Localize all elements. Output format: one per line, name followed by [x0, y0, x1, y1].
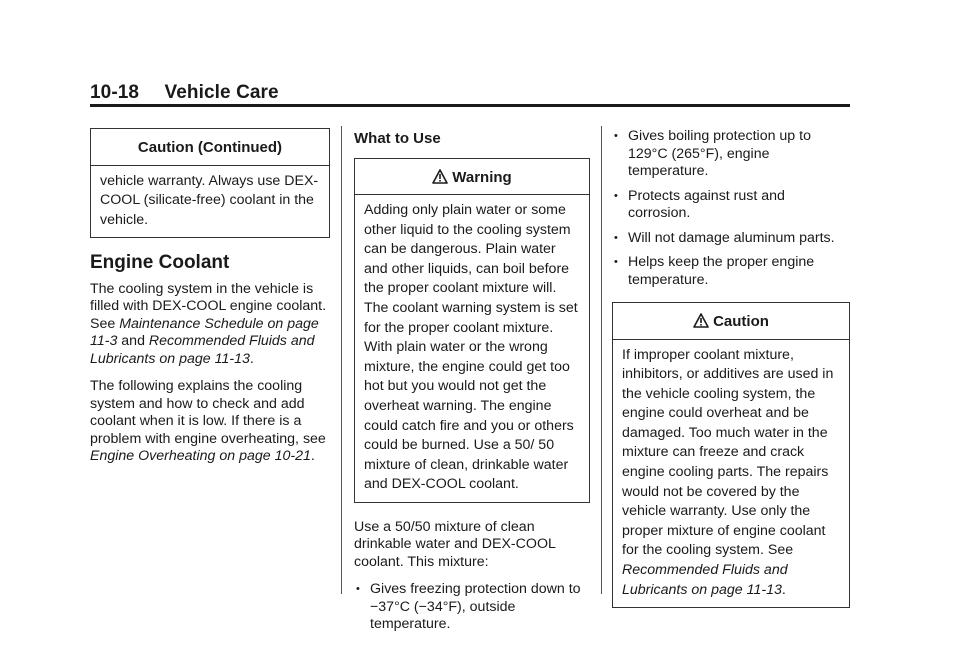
- warning-title-row: [355, 159, 589, 196]
- warning-triangle-icon: [693, 313, 709, 328]
- recommended-fluids-link[interactable]: Recommended Fluids and Lubricants on page 11-13: [90, 333, 315, 367]
- column-2: [354, 128, 590, 641]
- caution-title: Caution: [713, 313, 769, 330]
- bullet-icon: •: [614, 256, 618, 268]
- intro-paragraph: The cooling system in the vehicle is filled with DEX-COOL engine coolant. See Maintenance Schedule on page 11-3 and Recommended Fluids and Lubricants on page 11-13.: [90, 280, 327, 367]
- header-rule: [90, 104, 850, 107]
- warning-title: Warning: [452, 168, 512, 186]
- maintenance-schedule-link[interactable]: Maintenance Schedule on page 11-3: [90, 315, 319, 350]
- list-item: • Gives freezing protection down to −37°C (−34°F), outside temperature.: [356, 581, 581, 633]
- caution-continued-body: vehicle warranty. Always use DEX-COOL (silicate-free) coolant in the vehicle.: [100, 172, 319, 228]
- col3-bullet-list: [612, 128, 850, 289]
- bullet-icon: •: [356, 583, 360, 596]
- column-1: [90, 128, 330, 476]
- recommended-fluids-link-2[interactable]: Recommended Fluids and Lubricants on page 11-13: [622, 562, 788, 598]
- section-title: Vehicle Care: [164, 82, 279, 103]
- what-to-use-heading: What to Use: [354, 130, 441, 147]
- bullet-icon: •: [614, 130, 618, 142]
- col2-bullet-list: [354, 581, 590, 634]
- mixture-intro: Use a 50/50 mixture of clean drinkable water and DEX-COOL coolant. This mixture:: [354, 518, 556, 570]
- bullet-icon: •: [614, 189, 618, 202]
- warning-body: Adding only plain water or some other liquid to the cooling system can be dangerous. Plain water and other liquids, can boil before the proper coolant mixture will. The coolant warning system is set for the proper coolant mixture. With plain water or the wrong mixture, the engine could get too hot but you would not get the overheat warning. The engine could catch fire and you or others could be burned. Use a 50/ 50 mixture of clean, drinkable water and DEX-COOL coolant.: [364, 202, 578, 493]
- caution-title-row: [613, 303, 849, 340]
- column-divider-2: [601, 126, 602, 594]
- explanation-paragraph: The following explains the cooling system and how to check and add coolant when it is low. If there is a problem with engine overheating, see Engine Overheating on page 10-21.: [90, 378, 326, 465]
- warning-triangle-icon: [432, 169, 448, 184]
- page-number: 10-18: [90, 82, 140, 103]
- caution-continued-box: [90, 128, 330, 238]
- caution-body: If improper coolant mixture, inhibitors, or additives are used in the vehicle cooling system, the engine could overheat and be damaged. Too much water in the mixture can freeze and crack engine cooling parts. The repairs would not be covered by the vehicle warranty. Use only the proper mixture of engine coolant for the cooling system. See Recommended Fluids and Lubricants on page 11-13.: [622, 346, 834, 598]
- warning-box: [354, 158, 590, 503]
- caution-continued-title: Caution (Continued): [91, 129, 329, 166]
- caution-box: [612, 302, 850, 608]
- list-item: • Helps keep the proper engine temperature.: [614, 254, 815, 288]
- engine-coolant-heading: Engine Coolant: [90, 252, 230, 274]
- list-item: • Will not damage aluminum parts.: [614, 229, 835, 246]
- bullet-icon: •: [614, 231, 618, 244]
- list-item: • Protects against rust and corrosion.: [614, 187, 785, 221]
- page-header: [90, 82, 279, 104]
- column-3: [612, 128, 850, 608]
- list-item: • Gives boiling protection up to 129°C (265°F), engine temperature.: [614, 128, 811, 179]
- engine-overheating-link[interactable]: Engine Overheating on page 10-21: [90, 448, 311, 465]
- column-divider-1: [341, 126, 342, 594]
